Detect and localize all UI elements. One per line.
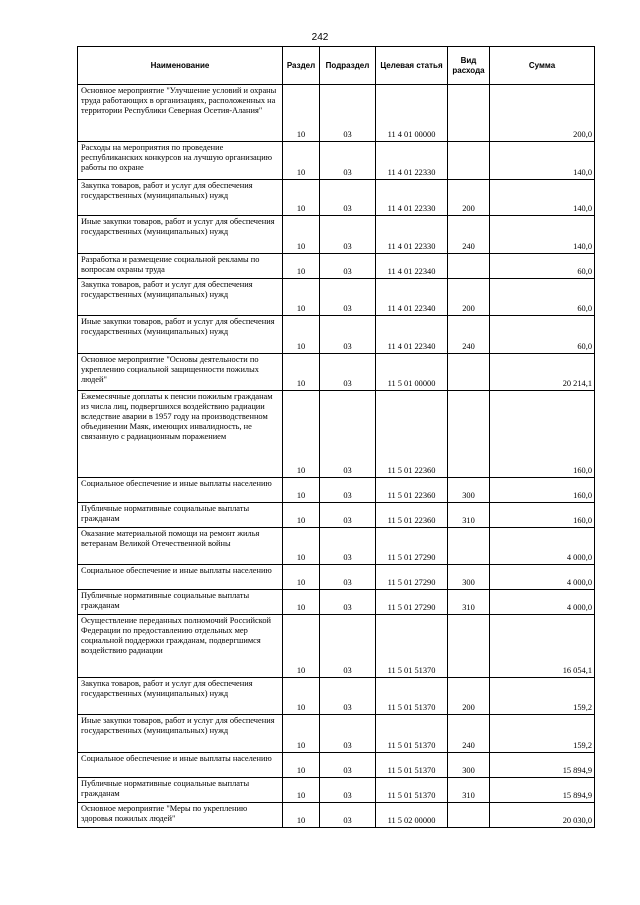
row-target: 11 5 01 51370 <box>376 778 448 803</box>
row-sum: 160,0 <box>490 503 595 528</box>
table-row <box>78 216 595 254</box>
row-name: Публичные нормативные социальные выплаты гражданам <box>78 503 283 528</box>
row-section: 10 <box>283 279 320 316</box>
row-type: 300 <box>448 478 490 503</box>
row-sum: 4 000,0 <box>490 528 595 565</box>
row-name: Иные закупки товаров, работ и услуг для обеспечения государственных (муниципальных) нужд <box>78 216 283 254</box>
row-section: 10 <box>283 254 320 279</box>
row-sum: 20 214,1 <box>490 354 595 391</box>
row-name: Иные закупки товаров, работ и услуг для обеспечения государственных (муниципальных) нужд <box>78 316 283 354</box>
table-row <box>78 528 595 565</box>
row-subsection: 03 <box>320 615 376 678</box>
row-sum: 140,0 <box>490 216 595 254</box>
row-type: 240 <box>448 715 490 753</box>
row-name: Расходы на мероприятия по проведение республиканских конкурсов на лучшую организацию работы по охране <box>78 142 283 180</box>
row-type: 240 <box>448 216 490 254</box>
row-target: 11 4 01 22340 <box>376 254 448 279</box>
row-type <box>448 254 490 279</box>
row-subsection: 03 <box>320 391 376 478</box>
row-target: 11 5 01 27290 <box>376 528 448 565</box>
row-section: 10 <box>283 478 320 503</box>
row-name: Осуществление переданных полномочий Российской Федерации по предоставлению отдельных мер социальной поддержки гражданам, подвергшимся воздействию радиации <box>78 615 283 678</box>
row-target: 11 5 01 27290 <box>376 590 448 615</box>
header-name: Наименование <box>78 47 283 85</box>
row-name: Закупка товаров, работ и услуг для обеспечения государственных (муниципальных) нужд <box>78 678 283 715</box>
row-subsection: 03 <box>320 590 376 615</box>
row-sum: 200,0 <box>490 85 595 142</box>
header-section: Раздел <box>283 47 320 85</box>
page-number: 242 <box>311 32 329 43</box>
row-section: 10 <box>283 528 320 565</box>
row-section: 10 <box>283 715 320 753</box>
row-name: Основное мероприятие "Основы деятельности по укреплению социальной защищенности пожилых людей" <box>78 354 283 391</box>
table-row <box>78 615 595 678</box>
row-target: 11 5 02 00000 <box>376 803 448 828</box>
row-type <box>448 391 490 478</box>
row-sum: 60,0 <box>490 254 595 279</box>
row-type <box>448 528 490 565</box>
row-name: Социальное обеспечение и иные выплаты населению <box>78 565 283 590</box>
table-row <box>78 590 595 615</box>
row-name: Социальное обеспечение и иные выплаты населению <box>78 478 283 503</box>
row-target: 11 4 01 22340 <box>376 316 448 354</box>
row-subsection: 03 <box>320 753 376 778</box>
row-target: 11 5 01 22360 <box>376 478 448 503</box>
table-row <box>78 753 595 778</box>
row-target: 11 5 01 51370 <box>376 753 448 778</box>
row-target: 11 5 01 00000 <box>376 354 448 391</box>
header-type: Вид расхода <box>448 47 490 85</box>
row-name: Разработка и размещение социальной рекламы по вопросам охраны труда <box>78 254 283 279</box>
row-name: Социальное обеспечение и иные выплаты населению <box>78 753 283 778</box>
table-row <box>78 354 595 391</box>
table-row <box>78 180 595 216</box>
row-name: Публичные нормативные социальные выплаты гражданам <box>78 778 283 803</box>
row-subsection: 03 <box>320 478 376 503</box>
row-subsection: 03 <box>320 565 376 590</box>
row-target: 11 4 01 22340 <box>376 279 448 316</box>
row-type: 310 <box>448 503 490 528</box>
row-target: 11 4 01 22330 <box>376 216 448 254</box>
table-row <box>78 678 595 715</box>
row-name: Публичные нормативные социальные выплаты гражданам <box>78 590 283 615</box>
table-row <box>78 391 595 478</box>
row-subsection: 03 <box>320 216 376 254</box>
table-row <box>78 85 595 142</box>
row-sum: 140,0 <box>490 180 595 216</box>
row-sum: 15 894,9 <box>490 778 595 803</box>
row-sum: 60,0 <box>490 279 595 316</box>
row-subsection: 03 <box>320 678 376 715</box>
header-target: Целевая статья <box>376 47 448 85</box>
row-section: 10 <box>283 216 320 254</box>
table-row <box>78 778 595 803</box>
row-type <box>448 142 490 180</box>
row-section: 10 <box>283 180 320 216</box>
row-subsection: 03 <box>320 316 376 354</box>
table-row <box>78 254 595 279</box>
row-sum: 4 000,0 <box>490 565 595 590</box>
table-header-row <box>78 47 595 85</box>
row-section: 10 <box>283 590 320 615</box>
row-section: 10 <box>283 391 320 478</box>
header-sum: Сумма <box>490 47 595 85</box>
row-subsection: 03 <box>320 503 376 528</box>
row-type <box>448 803 490 828</box>
row-name: Закупка товаров, работ и услуг для обеспечения государственных (муниципальных) нужд <box>78 279 283 316</box>
row-section: 10 <box>283 503 320 528</box>
row-type: 310 <box>448 590 490 615</box>
row-name: Иные закупки товаров, работ и услуг для обеспечения государственных (муниципальных) нужд <box>78 715 283 753</box>
table-row <box>78 715 595 753</box>
row-subsection: 03 <box>320 803 376 828</box>
row-sum: 4 000,0 <box>490 590 595 615</box>
row-subsection: 03 <box>320 715 376 753</box>
row-subsection: 03 <box>320 85 376 142</box>
row-target: 11 5 01 51370 <box>376 615 448 678</box>
row-type <box>448 615 490 678</box>
row-section: 10 <box>283 354 320 391</box>
row-target: 11 4 01 22330 <box>376 142 448 180</box>
row-section: 10 <box>283 678 320 715</box>
row-sum: 160,0 <box>490 391 595 478</box>
row-subsection: 03 <box>320 528 376 565</box>
row-target: 11 5 01 51370 <box>376 715 448 753</box>
row-name: Ежемесячные доплаты к пенсии пожилым гражданам из числа лиц, подвергшихся воздействию радиации вследствие аварии в 1957 году на производственном объединении Маяк, имеющих инвалидность, не связанную с радиационным поражением <box>78 391 283 478</box>
row-sum: 15 894,9 <box>490 753 595 778</box>
row-subsection: 03 <box>320 279 376 316</box>
table-body <box>78 85 595 828</box>
row-section: 10 <box>283 565 320 590</box>
header-subsection: Подраздел <box>320 47 376 85</box>
row-sum: 160,0 <box>490 478 595 503</box>
row-subsection: 03 <box>320 354 376 391</box>
table-row <box>78 503 595 528</box>
row-type: 200 <box>448 678 490 715</box>
row-name: Основное мероприятие "Улучшение условий и охраны труда работающих в организациях, расположенных на территории Республики Северная Осетия-Алания" <box>78 85 283 142</box>
row-type <box>448 354 490 391</box>
row-sum: 159,2 <box>490 715 595 753</box>
table-row <box>78 803 595 828</box>
row-section: 10 <box>283 753 320 778</box>
row-section: 10 <box>283 142 320 180</box>
row-sum: 20 030,0 <box>490 803 595 828</box>
row-type <box>448 85 490 142</box>
row-name: Оказание материальной помощи на ремонт жилья ветеранам Великой Отечественной войны <box>78 528 283 565</box>
row-sum: 60,0 <box>490 316 595 354</box>
table-row <box>78 565 595 590</box>
row-subsection: 03 <box>320 142 376 180</box>
row-name: Закупка товаров, работ и услуг для обеспечения государственных (муниципальных) нужд <box>78 180 283 216</box>
row-target: 11 4 01 22330 <box>376 180 448 216</box>
row-type: 240 <box>448 316 490 354</box>
row-target: 11 5 01 22360 <box>376 503 448 528</box>
row-target: 11 5 01 22360 <box>376 391 448 478</box>
row-target: 11 5 01 51370 <box>376 678 448 715</box>
row-target: 11 4 01 00000 <box>376 85 448 142</box>
row-type: 300 <box>448 753 490 778</box>
table-row <box>78 316 595 354</box>
row-section: 10 <box>283 778 320 803</box>
row-sum: 16 054,1 <box>490 615 595 678</box>
row-subsection: 03 <box>320 180 376 216</box>
row-type: 310 <box>448 778 490 803</box>
table-row <box>78 142 595 180</box>
row-subsection: 03 <box>320 778 376 803</box>
row-name: Основное мероприятие "Меры по укреплению здоровья пожилых людей" <box>78 803 283 828</box>
row-subsection: 03 <box>320 254 376 279</box>
budget-table <box>77 46 595 828</box>
row-target: 11 5 01 27290 <box>376 565 448 590</box>
row-type: 300 <box>448 565 490 590</box>
row-sum: 140,0 <box>490 142 595 180</box>
row-section: 10 <box>283 85 320 142</box>
row-section: 10 <box>283 803 320 828</box>
row-section: 10 <box>283 615 320 678</box>
table-row <box>78 478 595 503</box>
row-section: 10 <box>283 316 320 354</box>
row-type: 200 <box>448 180 490 216</box>
row-type: 200 <box>448 279 490 316</box>
table-row <box>78 279 595 316</box>
row-sum: 159,2 <box>490 678 595 715</box>
